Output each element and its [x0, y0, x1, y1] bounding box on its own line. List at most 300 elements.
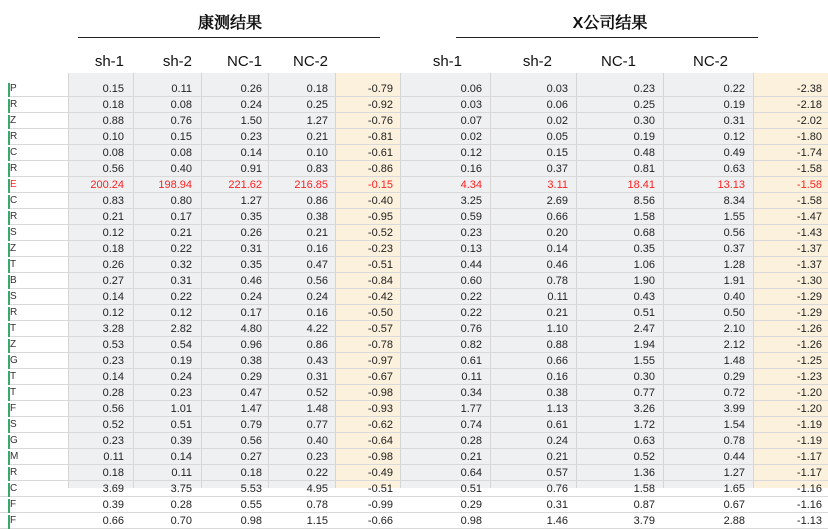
table-cell[interactable]: 0.96 — [240, 339, 262, 351]
table-cell[interactable]: 0.26 — [102, 259, 124, 271]
table-cell[interactable]: 0.03 — [546, 83, 568, 95]
table-cell[interactable]: 1.46 — [546, 515, 568, 527]
table-cell[interactable]: 0.78 — [306, 499, 328, 511]
table-cell[interactable]: 1.10 — [546, 323, 568, 335]
table-cell[interactable]: -1.58 — [796, 195, 822, 207]
column-header-left-sh-2[interactable]: sh-2 — [162, 53, 192, 70]
table-cell[interactable]: 0.18 — [102, 99, 124, 111]
table-cell[interactable]: 0.07 — [460, 115, 482, 127]
table-cell[interactable]: 1.54 — [723, 419, 745, 431]
table-cell[interactable]: -2.38 — [796, 83, 822, 95]
table-cell[interactable]: 0.14 — [240, 147, 262, 159]
table-cell[interactable]: -0.84 — [367, 275, 393, 287]
row-label[interactable]: T — [10, 371, 17, 382]
table-cell[interactable]: 0.12 — [460, 147, 482, 159]
table-cell[interactable]: 3.28 — [102, 323, 124, 335]
table-cell[interactable]: 3.26 — [633, 403, 655, 415]
table-cell[interactable]: -1.26 — [796, 323, 822, 335]
table-cell[interactable]: 0.66 — [102, 515, 124, 527]
table-cell[interactable]: -2.02 — [796, 115, 822, 127]
table-cell[interactable]: 0.49 — [723, 147, 745, 159]
row-label[interactable]: M — [10, 451, 19, 462]
table-cell[interactable]: 0.19 — [170, 355, 192, 367]
table-row[interactable] — [0, 289, 828, 305]
table-cell[interactable]: 0.53 — [102, 339, 124, 351]
table-cell[interactable]: 0.12 — [170, 307, 192, 319]
table-cell[interactable]: 0.16 — [546, 371, 568, 383]
table-cell[interactable]: 0.30 — [633, 115, 655, 127]
table-cell[interactable]: 1.58 — [633, 211, 655, 223]
table-cell[interactable]: -0.98 — [367, 387, 393, 399]
table-cell[interactable]: -1.26 — [796, 339, 822, 351]
table-row[interactable] — [0, 497, 828, 513]
row-label[interactable]: G — [10, 355, 18, 366]
table-cell[interactable]: 1.90 — [633, 275, 655, 287]
table-row[interactable] — [0, 401, 828, 417]
table-row[interactable] — [0, 353, 828, 369]
table-cell[interactable]: 0.16 — [306, 307, 328, 319]
row-label[interactable]: C — [10, 147, 18, 158]
table-cell[interactable]: 0.31 — [546, 499, 568, 511]
table-cell[interactable]: 200.24 — [90, 179, 124, 191]
table-cell[interactable]: 0.21 — [306, 131, 328, 143]
table-row[interactable] — [0, 113, 828, 129]
table-cell[interactable]: 0.23 — [240, 131, 262, 143]
table-cell[interactable]: 0.23 — [633, 83, 655, 95]
table-cell[interactable]: -0.23 — [367, 243, 393, 255]
table-cell[interactable]: -0.79 — [367, 83, 393, 95]
row-label[interactable]: S — [10, 419, 17, 430]
table-cell[interactable]: -1.29 — [796, 291, 822, 303]
table-cell[interactable]: 2.69 — [546, 195, 568, 207]
row-label[interactable]: R — [10, 99, 18, 110]
table-cell[interactable]: 0.30 — [633, 371, 655, 383]
table-cell[interactable]: 8.56 — [633, 195, 655, 207]
table-cell[interactable]: 1.27 — [240, 195, 262, 207]
table-cell[interactable]: 0.34 — [460, 387, 482, 399]
table-cell[interactable]: -1.37 — [796, 243, 822, 255]
table-cell[interactable]: 2.82 — [170, 323, 192, 335]
table-cell[interactable]: 0.22 — [723, 83, 745, 95]
table-cell[interactable]: 0.39 — [170, 435, 192, 447]
table-cell[interactable]: 0.14 — [546, 243, 568, 255]
table-cell[interactable]: 0.50 — [723, 307, 745, 319]
row-label[interactable]: P — [10, 83, 17, 94]
table-cell[interactable]: 0.80 — [170, 195, 192, 207]
table-cell[interactable]: 0.51 — [460, 483, 482, 495]
table-row[interactable] — [0, 129, 828, 145]
table-cell[interactable]: -1.19 — [796, 435, 822, 447]
table-cell[interactable]: 0.44 — [460, 259, 482, 271]
table-cell[interactable]: 0.98 — [460, 515, 482, 527]
table-cell[interactable]: 0.76 — [460, 323, 482, 335]
table-cell[interactable]: 0.38 — [240, 355, 262, 367]
row-label[interactable]: S — [10, 227, 17, 238]
table-cell[interactable]: 0.51 — [633, 307, 655, 319]
table-cell[interactable]: 0.46 — [240, 275, 262, 287]
table-cell[interactable]: 0.82 — [460, 339, 482, 351]
table-row[interactable] — [0, 321, 828, 337]
table-cell[interactable]: 0.35 — [633, 243, 655, 255]
table-cell[interactable]: 3.69 — [102, 483, 124, 495]
table-cell[interactable]: 1.55 — [633, 355, 655, 367]
table-cell[interactable]: 0.31 — [240, 243, 262, 255]
table-cell[interactable]: -1.16 — [796, 483, 822, 495]
row-label[interactable]: T — [10, 323, 17, 334]
table-cell[interactable]: 0.08 — [170, 147, 192, 159]
table-cell[interactable]: 0.87 — [633, 499, 655, 511]
row-label[interactable]: T — [10, 387, 17, 398]
table-cell[interactable]: 0.12 — [102, 227, 124, 239]
table-cell[interactable]: 0.24 — [240, 291, 262, 303]
table-cell[interactable]: 0.10 — [102, 131, 124, 143]
row-label[interactable]: F — [10, 515, 17, 526]
table-cell[interactable]: 0.47 — [240, 387, 262, 399]
table-cell[interactable]: 0.54 — [170, 339, 192, 351]
row-label[interactable]: Z — [10, 243, 17, 254]
table-cell[interactable]: 1.91 — [723, 275, 745, 287]
table-cell[interactable]: 0.88 — [546, 339, 568, 351]
table-cell[interactable]: 0.76 — [170, 115, 192, 127]
column-header-right-sh-2[interactable]: sh-2 — [522, 53, 552, 70]
row-label[interactable]: C — [10, 195, 18, 206]
table-cell[interactable]: 0.37 — [546, 163, 568, 175]
table-cell[interactable]: -1.37 — [796, 259, 822, 271]
table-cell[interactable]: 0.52 — [633, 451, 655, 463]
table-cell[interactable]: -0.57 — [367, 323, 393, 335]
table-cell[interactable]: 0.23 — [102, 355, 124, 367]
table-cell[interactable]: 0.21 — [306, 227, 328, 239]
table-cell[interactable]: 0.18 — [102, 467, 124, 479]
table-cell[interactable]: 0.11 — [171, 467, 192, 479]
table-cell[interactable]: -1.19 — [796, 419, 822, 431]
table-cell[interactable]: 0.19 — [633, 131, 655, 143]
table-cell[interactable]: -1.13 — [796, 515, 822, 527]
table-cell[interactable]: 1.15 — [306, 515, 328, 527]
table-cell[interactable]: 0.63 — [633, 435, 655, 447]
table-cell[interactable]: -0.66 — [367, 515, 393, 527]
table-cell[interactable]: 0.66 — [546, 355, 568, 367]
table-row[interactable] — [0, 305, 828, 321]
spreadsheet-grid[interactable] — [0, 73, 828, 527]
table-cell[interactable]: 0.31 — [723, 115, 745, 127]
table-cell[interactable]: 0.78 — [723, 435, 745, 447]
column-header-right-nc-2[interactable]: NC-2 — [692, 53, 728, 70]
table-cell[interactable]: 4.95 — [306, 483, 328, 495]
table-cell[interactable]: -1.58 — [796, 179, 822, 191]
table-cell[interactable]: 3.99 — [723, 403, 745, 415]
table-row[interactable] — [0, 161, 828, 177]
table-cell[interactable]: 0.11 — [461, 371, 482, 383]
table-cell[interactable]: 0.63 — [723, 163, 745, 175]
table-cell[interactable]: 0.15 — [170, 131, 192, 143]
table-cell[interactable]: -0.92 — [367, 99, 393, 111]
table-cell[interactable]: -0.49 — [367, 467, 393, 479]
table-cell[interactable]: -0.76 — [367, 115, 393, 127]
table-cell[interactable]: 0.21 — [460, 451, 482, 463]
table-cell[interactable]: 0.24 — [306, 291, 328, 303]
table-cell[interactable]: -0.50 — [367, 307, 393, 319]
row-label[interactable]: Z — [10, 115, 17, 126]
table-cell[interactable]: 1.06 — [633, 259, 655, 271]
table-cell[interactable]: 0.02 — [546, 115, 568, 127]
table-cell[interactable]: -2.18 — [796, 99, 822, 111]
table-cell[interactable]: -1.80 — [796, 131, 822, 143]
table-cell[interactable]: -0.98 — [367, 451, 393, 463]
table-cell[interactable]: 0.10 — [306, 147, 328, 159]
table-cell[interactable]: 0.18 — [240, 467, 262, 479]
table-cell[interactable]: -0.95 — [367, 211, 393, 223]
table-cell[interactable]: -0.67 — [367, 371, 393, 383]
table-cell[interactable]: -1.23 — [796, 371, 822, 383]
row-label[interactable]: R — [10, 307, 18, 318]
table-cell[interactable]: 1.58 — [633, 483, 655, 495]
table-cell[interactable]: 0.24 — [170, 371, 192, 383]
table-cell[interactable]: 0.22 — [170, 291, 192, 303]
table-cell[interactable]: 0.76 — [546, 483, 568, 495]
table-cell[interactable]: 221.62 — [228, 179, 262, 191]
table-cell[interactable]: 0.40 — [170, 163, 192, 175]
column-header-left-sh-1[interactable]: sh-1 — [94, 53, 124, 70]
table-cell[interactable]: 1.55 — [723, 211, 745, 223]
table-row[interactable] — [0, 97, 828, 113]
table-cell[interactable]: 0.15 — [102, 83, 124, 95]
row-label[interactable]: B — [10, 275, 17, 286]
table-cell[interactable]: 0.23 — [170, 387, 192, 399]
table-cell[interactable]: 0.19 — [723, 99, 745, 111]
table-cell[interactable]: 0.11 — [103, 451, 124, 463]
table-cell[interactable]: -0.81 — [367, 131, 393, 143]
table-cell[interactable]: -1.25 — [796, 355, 822, 367]
table-cell[interactable]: -0.99 — [367, 499, 393, 511]
table-cell[interactable]: 2.10 — [723, 323, 745, 335]
table-cell[interactable]: 0.05 — [546, 131, 568, 143]
row-label[interactable]: T — [10, 259, 17, 270]
table-cell[interactable]: 0.57 — [546, 467, 568, 479]
table-cell[interactable]: 1.27 — [306, 115, 328, 127]
row-label[interactable]: F — [10, 403, 17, 414]
table-cell[interactable]: 0.21 — [170, 227, 192, 239]
table-cell[interactable]: 0.17 — [240, 307, 262, 319]
table-cell[interactable]: 0.38 — [546, 387, 568, 399]
table-cell[interactable]: -0.51 — [367, 483, 393, 495]
table-cell[interactable]: 0.15 — [546, 147, 568, 159]
table-cell[interactable]: 0.25 — [306, 99, 328, 111]
table-cell[interactable]: 1.48 — [306, 403, 328, 415]
table-row[interactable] — [0, 145, 828, 161]
table-cell[interactable]: 0.20 — [546, 227, 568, 239]
table-cell[interactable]: 13.13 — [717, 179, 745, 191]
table-cell[interactable]: 0.55 — [240, 499, 262, 511]
table-cell[interactable]: -1.29 — [796, 307, 822, 319]
row-label[interactable]: F — [10, 499, 17, 510]
table-cell[interactable]: 0.16 — [460, 163, 482, 175]
table-cell[interactable]: 0.28 — [170, 499, 192, 511]
table-cell[interactable]: -1.43 — [796, 227, 822, 239]
table-cell[interactable]: 0.83 — [102, 195, 124, 207]
table-row[interactable] — [0, 513, 828, 529]
table-cell[interactable]: 18.41 — [627, 179, 655, 191]
row-label[interactable]: R — [10, 163, 18, 174]
column-header-left-nc-1[interactable]: NC-1 — [226, 53, 262, 70]
table-cell[interactable]: 0.64 — [460, 467, 482, 479]
table-cell[interactable]: 0.59 — [460, 211, 482, 223]
table-cell[interactable]: 0.56 — [102, 163, 124, 175]
table-cell[interactable]: 0.06 — [460, 83, 482, 95]
table-cell[interactable]: 0.14 — [170, 451, 192, 463]
table-cell[interactable]: 0.29 — [240, 371, 262, 383]
table-cell[interactable]: -1.20 — [796, 403, 822, 415]
table-cell[interactable]: 0.61 — [460, 355, 482, 367]
table-cell[interactable]: 0.35 — [240, 259, 262, 271]
table-cell[interactable]: 0.31 — [306, 371, 328, 383]
table-cell[interactable]: 3.79 — [633, 515, 655, 527]
table-cell[interactable]: 1.77 — [460, 403, 482, 415]
table-cell[interactable]: 0.29 — [723, 371, 745, 383]
table-cell[interactable]: 1.94 — [633, 339, 655, 351]
table-cell[interactable]: 0.40 — [723, 291, 745, 303]
table-cell[interactable]: 0.29 — [460, 499, 482, 511]
table-cell[interactable]: 0.56 — [306, 275, 328, 287]
table-cell[interactable]: 0.25 — [633, 99, 655, 111]
table-cell[interactable]: 0.31 — [170, 275, 192, 287]
table-row[interactable] — [0, 209, 828, 225]
table-cell[interactable]: -0.61 — [367, 147, 393, 159]
table-cell[interactable]: 0.03 — [460, 99, 482, 111]
table-cell[interactable]: 0.52 — [102, 419, 124, 431]
row-label[interactable]: G — [10, 435, 18, 446]
table-row[interactable] — [0, 273, 828, 289]
table-cell[interactable]: 1.50 — [240, 115, 262, 127]
table-cell[interactable]: 1.27 — [723, 467, 745, 479]
table-cell[interactable]: 0.67 — [723, 499, 745, 511]
table-cell[interactable]: 0.56 — [240, 435, 262, 447]
table-cell[interactable]: 3.75 — [170, 483, 192, 495]
table-cell[interactable]: 0.22 — [460, 307, 482, 319]
table-cell[interactable]: 0.79 — [240, 419, 262, 431]
table-cell[interactable]: 0.21 — [546, 307, 568, 319]
row-label[interactable]: R — [10, 467, 18, 478]
row-label[interactable]: E — [10, 179, 17, 190]
table-cell[interactable]: -0.42 — [367, 291, 393, 303]
table-cell[interactable]: -1.17 — [796, 451, 822, 463]
table-cell[interactable]: 2.47 — [633, 323, 655, 335]
table-cell[interactable]: 0.08 — [170, 99, 192, 111]
table-cell[interactable]: 0.11 — [547, 291, 568, 303]
table-cell[interactable]: 8.34 — [723, 195, 745, 207]
table-cell[interactable]: 0.24 — [546, 435, 568, 447]
row-label[interactable]: R — [10, 211, 18, 222]
table-cell[interactable]: 0.91 — [240, 163, 262, 175]
table-row[interactable] — [0, 193, 828, 209]
table-cell[interactable]: 0.35 — [240, 211, 262, 223]
table-cell[interactable]: 0.47 — [306, 259, 328, 271]
table-cell[interactable]: 0.18 — [306, 83, 328, 95]
table-cell[interactable]: 0.14 — [102, 371, 124, 383]
table-cell[interactable]: -1.74 — [796, 147, 822, 159]
table-cell[interactable]: 0.43 — [306, 355, 328, 367]
table-cell[interactable]: 0.14 — [102, 291, 124, 303]
table-cell[interactable]: -0.93 — [367, 403, 393, 415]
table-cell[interactable]: 0.39 — [102, 499, 124, 511]
table-cell[interactable]: 0.28 — [460, 435, 482, 447]
table-cell[interactable]: 1.72 — [633, 419, 655, 431]
table-cell[interactable]: -0.40 — [367, 195, 393, 207]
table-cell[interactable]: 0.81 — [633, 163, 655, 175]
table-row[interactable] — [0, 449, 828, 465]
table-cell[interactable]: 0.28 — [102, 387, 124, 399]
table-cell[interactable]: 0.77 — [306, 419, 328, 431]
table-cell[interactable]: 1.47 — [240, 403, 262, 415]
table-cell[interactable]: 0.23 — [306, 451, 328, 463]
column-header-right-sh-1[interactable]: sh-1 — [432, 53, 462, 70]
table-cell[interactable]: 0.77 — [633, 387, 655, 399]
table-row[interactable] — [0, 337, 828, 353]
column-header-left-nc-2[interactable]: NC-2 — [292, 53, 328, 70]
table-cell[interactable]: 0.74 — [460, 419, 482, 431]
table-cell[interactable]: 0.12 — [723, 131, 745, 143]
table-cell[interactable]: 0.18 — [102, 243, 124, 255]
table-cell[interactable]: 2.12 — [723, 339, 745, 351]
row-label[interactable]: S — [10, 291, 17, 302]
table-cell[interactable]: -0.52 — [367, 227, 393, 239]
table-row[interactable] — [0, 385, 828, 401]
table-row[interactable] — [0, 433, 828, 449]
table-cell[interactable]: 0.37 — [723, 243, 745, 255]
table-cell[interactable]: 0.12 — [102, 307, 124, 319]
table-cell[interactable]: 0.60 — [460, 275, 482, 287]
table-cell[interactable]: -0.86 — [367, 163, 393, 175]
table-cell[interactable]: 0.38 — [306, 211, 328, 223]
table-cell[interactable]: 0.86 — [306, 339, 328, 351]
table-cell[interactable]: 0.27 — [240, 451, 262, 463]
table-cell[interactable]: 4.34 — [460, 179, 482, 191]
table-cell[interactable]: 1.36 — [633, 467, 655, 479]
table-cell[interactable]: 0.46 — [546, 259, 568, 271]
table-cell[interactable]: 216.85 — [294, 179, 328, 191]
table-cell[interactable]: 0.40 — [306, 435, 328, 447]
table-cell[interactable]: 0.13 — [460, 243, 482, 255]
table-cell[interactable]: 0.26 — [240, 83, 262, 95]
table-cell[interactable]: -0.64 — [367, 435, 393, 447]
table-cell[interactable]: 4.22 — [306, 323, 328, 335]
table-cell[interactable]: -1.30 — [796, 275, 822, 287]
table-cell[interactable]: 0.27 — [102, 275, 124, 287]
table-row[interactable] — [0, 369, 828, 385]
table-cell[interactable]: 0.06 — [546, 99, 568, 111]
table-cell[interactable]: 0.24 — [240, 99, 262, 111]
table-cell[interactable]: 1.28 — [723, 259, 745, 271]
table-row[interactable] — [0, 257, 828, 273]
table-row[interactable] — [0, 465, 828, 481]
table-cell[interactable]: -0.78 — [367, 339, 393, 351]
table-cell[interactable]: -1.16 — [796, 499, 822, 511]
table-cell[interactable]: 0.17 — [170, 211, 192, 223]
table-cell[interactable]: 0.02 — [460, 131, 482, 143]
table-cell[interactable]: 0.48 — [633, 147, 655, 159]
table-cell[interactable]: 0.78 — [546, 275, 568, 287]
table-cell[interactable]: -1.20 — [796, 387, 822, 399]
table-cell[interactable]: 0.83 — [306, 163, 328, 175]
table-cell[interactable]: 0.56 — [102, 403, 124, 415]
table-cell[interactable]: 0.11 — [171, 83, 192, 95]
table-cell[interactable]: 0.22 — [170, 243, 192, 255]
table-cell[interactable]: 0.22 — [460, 291, 482, 303]
table-cell[interactable]: -1.47 — [796, 211, 822, 223]
table-cell[interactable]: 0.43 — [633, 291, 655, 303]
table-cell[interactable]: 0.51 — [170, 419, 192, 431]
table-cell[interactable]: 0.70 — [170, 515, 192, 527]
